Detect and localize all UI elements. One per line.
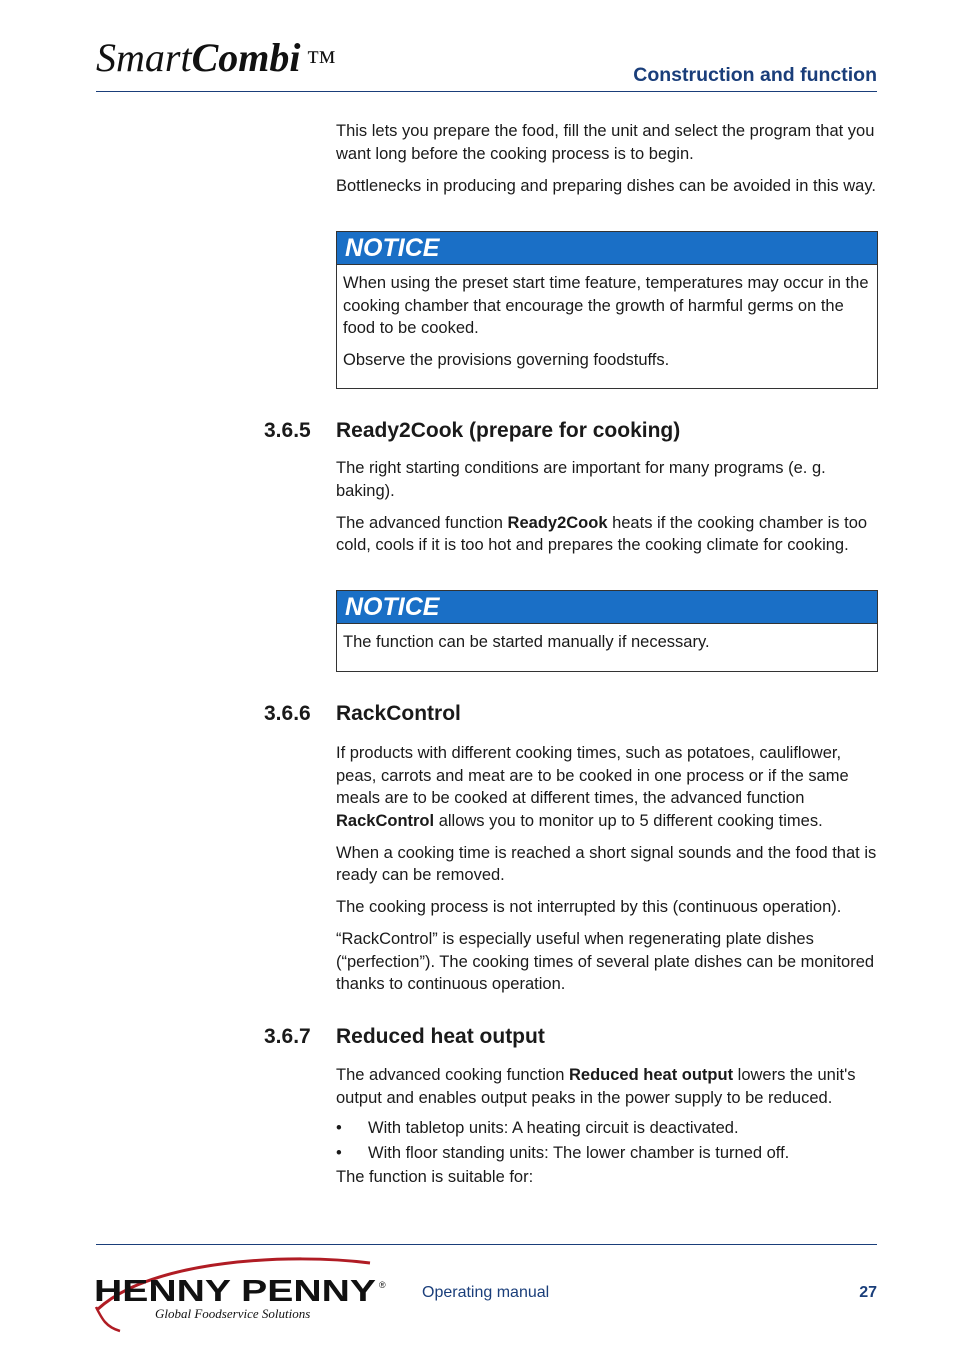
page-number: 27 bbox=[859, 1284, 877, 1301]
heading-3-6-5 bbox=[264, 419, 680, 443]
term-reduced-heat-output: Reduced heat output bbox=[569, 1066, 734, 1084]
logo-wordmark: HENNY PENNY bbox=[94, 1273, 377, 1308]
notice-paragraph-2: Observe the provisions governing foodstuffs. bbox=[343, 351, 670, 369]
heading-number: 3.6.7 bbox=[264, 1025, 311, 1048]
henny-penny-logo bbox=[92, 1255, 392, 1335]
section-3-6-7-text bbox=[336, 1064, 880, 1189]
heading-number: 3.6.5 bbox=[264, 419, 311, 442]
rackcontrol-paragraph-1 bbox=[336, 742, 880, 832]
rackcontrol-paragraph-2: When a cooking time is reached a short signal sounds and the food that is ready can be removed. bbox=[336, 843, 877, 884]
footer-rule bbox=[96, 1244, 877, 1245]
ready2cook-paragraph-1: The right starting conditions are important for many programs (e. g. baking). bbox=[336, 459, 826, 500]
heading-title: RackControl bbox=[336, 702, 461, 725]
notice-paragraph-1: When using the preset start time feature, temperatures may occur in the cooking chamber that encourage the growth of harmful germs on the food to be cooked. bbox=[343, 274, 869, 337]
intro-paragraph-1: This lets you prepare the food, fill the unit and select the program that you want long before the cooking process is to begin. bbox=[336, 122, 875, 163]
footer-manual-label: Operating manual bbox=[422, 1284, 550, 1301]
notice-body bbox=[337, 624, 877, 654]
text-run: heats if the cooking chamber is too cold, cools if it is too hot and prepares the cooking climate for cooking. bbox=[336, 513, 868, 554]
heading-number: 3.6.6 bbox=[264, 702, 311, 725]
logo-swoosh-bottom bbox=[96, 1307, 120, 1331]
notice-box-start-time bbox=[336, 231, 878, 389]
heading-3-6-6 bbox=[264, 702, 461, 726]
heading-3-6-7 bbox=[264, 1025, 545, 1049]
section-3-6-5-text bbox=[336, 457, 880, 557]
text-run: If products with different cooking times, such as potatoes, cauliflower, peas, carrots and meat are to be cooked in one process or if the same meals are to be cooked at different times, the advanced function bbox=[336, 744, 849, 807]
notice-box-manual-start bbox=[336, 590, 878, 672]
term-ready2cook: Ready2Cook bbox=[507, 513, 608, 532]
text-run: The advanced cooking function bbox=[336, 1066, 569, 1084]
reduced-heat-paragraph-2: The function is suitable for: bbox=[336, 1168, 534, 1186]
bullet-list bbox=[336, 1117, 880, 1164]
ready2cook-paragraph-2 bbox=[336, 512, 880, 557]
text-run: lowers the unit's output and enables output peaks in the power supply to be reduced. bbox=[336, 1066, 856, 1107]
brand-title bbox=[96, 34, 336, 86]
brand-combi: Combi bbox=[191, 35, 301, 80]
section-heading: Construction and function bbox=[633, 64, 877, 86]
logo-registered: ® bbox=[379, 1280, 386, 1290]
heading-title: Ready2Cook (prepare for cooking) bbox=[336, 419, 681, 442]
notice-paragraph-1: The function can be started manually if necessary. bbox=[343, 633, 710, 651]
reduced-heat-paragraph-1 bbox=[336, 1064, 880, 1109]
brand-smart: Smart bbox=[96, 35, 192, 80]
notice-title: NOTICE bbox=[337, 232, 877, 265]
list-item: • With floor standing units: The lower chamber is turned off. bbox=[336, 1142, 880, 1165]
section-3-6-6-text bbox=[336, 742, 880, 996]
notice-body bbox=[337, 265, 877, 372]
header-rule bbox=[96, 91, 877, 92]
rackcontrol-paragraph-3: The cooking process is not interrupted by this (continuous operation). bbox=[336, 898, 842, 916]
list-item: • With tabletop units: A heating circuit is deactivated. bbox=[336, 1117, 880, 1140]
rackcontrol-paragraph-4: “RackControl” is especially useful when regenerating plate dishes (“perfection”). The cooking times of several plate dishes can be monitored thanks to continuous operation. bbox=[336, 930, 875, 993]
intro-paragraph-2: Bottlenecks in producing and preparing dishes can be avoided in this way. bbox=[336, 176, 876, 195]
text-run: allows you to monitor up to 5 different cooking times. bbox=[434, 811, 823, 830]
term-rackcontrol: RackControl bbox=[336, 811, 435, 830]
intro-text bbox=[336, 120, 880, 197]
heading-title: Reduced heat output bbox=[336, 1025, 545, 1048]
brand-trademark: ™ bbox=[306, 45, 336, 78]
notice-title: NOTICE bbox=[337, 591, 877, 624]
logo-tagline: Global Foodservice Solutions bbox=[155, 1306, 311, 1321]
text-run: The advanced function bbox=[336, 513, 508, 532]
